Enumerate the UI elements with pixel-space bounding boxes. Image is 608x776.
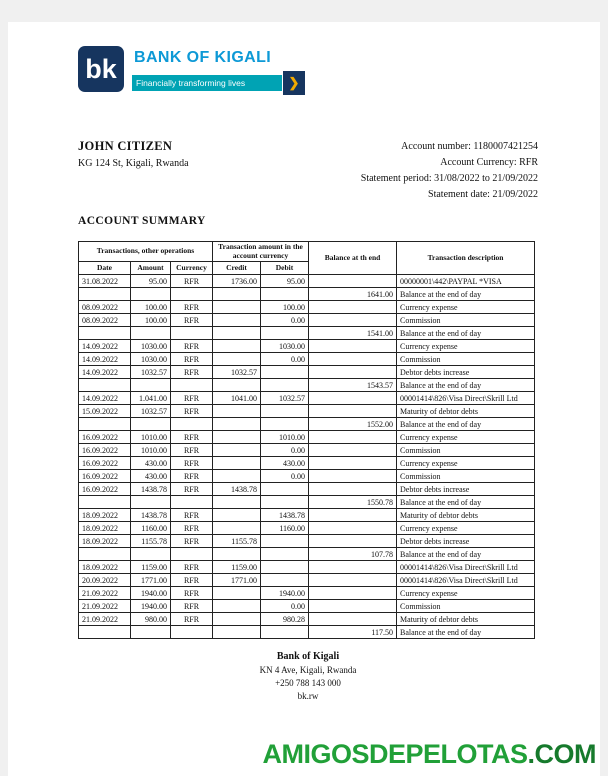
cell-debit: 1032.57 bbox=[261, 392, 309, 405]
table-row bbox=[79, 470, 535, 483]
logo-text-block bbox=[132, 46, 305, 95]
cell-debit: 100.00 bbox=[261, 301, 309, 314]
cell-balance bbox=[309, 457, 397, 470]
cell-description: Balance at the end of day bbox=[397, 548, 535, 561]
cell-debit: 1010.00 bbox=[261, 431, 309, 444]
cell-credit: 1736.00 bbox=[213, 275, 261, 288]
account-info-block bbox=[361, 139, 538, 203]
cell-currency: RFR bbox=[171, 353, 213, 366]
cell-description: Balance at the end of day bbox=[397, 379, 535, 392]
cell-balance bbox=[309, 574, 397, 587]
header-amount: Amount bbox=[131, 262, 171, 275]
table-row bbox=[79, 405, 535, 418]
cell-description: Balance at the end of day bbox=[397, 418, 535, 431]
cell-date bbox=[79, 379, 131, 392]
cell-debit: 430.00 bbox=[261, 457, 309, 470]
table-row bbox=[79, 535, 535, 548]
cell-balance: 1550.78 bbox=[309, 496, 397, 509]
cell-amount: 1438.78 bbox=[131, 509, 171, 522]
cell-debit: 1030.00 bbox=[261, 340, 309, 353]
cell-credit bbox=[213, 613, 261, 626]
cell-balance bbox=[309, 405, 397, 418]
table-row bbox=[79, 288, 535, 301]
cell-amount: 1438.78 bbox=[131, 483, 171, 496]
cell-currency: RFR bbox=[171, 275, 213, 288]
cell-debit: 0.00 bbox=[261, 353, 309, 366]
cell-date: 21.09.2022 bbox=[79, 587, 131, 600]
cell-description: 00001414\826\Visa Direct\Skrill Ltd bbox=[397, 392, 535, 405]
cell-credit: 1032.57 bbox=[213, 366, 261, 379]
cell-currency: RFR bbox=[171, 470, 213, 483]
cell-balance bbox=[309, 587, 397, 600]
table-row bbox=[79, 574, 535, 587]
cell-debit: 0.00 bbox=[261, 600, 309, 613]
cell-debit bbox=[261, 548, 309, 561]
cell-debit: 1160.00 bbox=[261, 522, 309, 535]
header-amount-group: Transaction amount in the account currency bbox=[213, 242, 309, 262]
cell-credit bbox=[213, 587, 261, 600]
cell-currency: RFR bbox=[171, 509, 213, 522]
cell-amount: 1010.00 bbox=[131, 431, 171, 444]
table-row bbox=[79, 418, 535, 431]
cell-description: Currency expense bbox=[397, 301, 535, 314]
cell-currency: RFR bbox=[171, 535, 213, 548]
cell-credit bbox=[213, 379, 261, 392]
header-credit: Credit bbox=[213, 262, 261, 275]
table-row bbox=[79, 483, 535, 496]
cell-amount: 1.041.00 bbox=[131, 392, 171, 405]
cell-description: Maturity of debtor debts bbox=[397, 613, 535, 626]
cell-currency bbox=[171, 379, 213, 392]
cell-amount bbox=[131, 288, 171, 301]
cell-credit bbox=[213, 522, 261, 535]
table-row bbox=[79, 600, 535, 613]
table-row bbox=[79, 392, 535, 405]
header-date: Date bbox=[79, 262, 131, 275]
statement-period-line: Statement period: 31/08/2022 to 21/09/2022 bbox=[360, 173, 538, 184]
cell-currency: RFR bbox=[171, 366, 213, 379]
statement-info-row bbox=[78, 139, 538, 203]
tagline-row bbox=[132, 71, 305, 95]
cell-amount: 1940.00 bbox=[131, 600, 171, 613]
cell-balance bbox=[309, 314, 397, 327]
cell-debit: 0.00 bbox=[261, 314, 309, 327]
table-row bbox=[79, 444, 535, 457]
table-row bbox=[79, 431, 535, 444]
cell-currency: RFR bbox=[171, 574, 213, 587]
cell-date: 16.09.2022 bbox=[79, 470, 131, 483]
cell-debit: 1940.00 bbox=[261, 587, 309, 600]
cell-balance bbox=[309, 353, 397, 366]
cell-amount: 1940.00 bbox=[131, 587, 171, 600]
table-header bbox=[79, 242, 535, 275]
cell-description: Balance at the end of day bbox=[397, 327, 535, 340]
cell-currency: RFR bbox=[171, 522, 213, 535]
cell-currency bbox=[171, 418, 213, 431]
cell-credit bbox=[213, 548, 261, 561]
cell-credit bbox=[213, 405, 261, 418]
table-row bbox=[79, 522, 535, 535]
cell-currency: RFR bbox=[171, 301, 213, 314]
cell-amount: 1010.00 bbox=[131, 444, 171, 457]
cell-description: Maturity of debtor debts bbox=[397, 405, 535, 418]
table-row bbox=[79, 366, 535, 379]
cell-balance bbox=[309, 470, 397, 483]
cell-description: 00001414\826\Visa Direct\Skrill Ltd bbox=[397, 574, 535, 587]
cell-date: 15.09.2022 bbox=[79, 405, 131, 418]
cell-date bbox=[79, 327, 131, 340]
cell-description: Currency expense bbox=[397, 522, 535, 535]
cell-balance: 1552.00 bbox=[309, 418, 397, 431]
cell-credit bbox=[213, 444, 261, 457]
cell-description: Balance at the end of day bbox=[397, 626, 535, 639]
cell-credit: 1155.78 bbox=[213, 535, 261, 548]
cell-currency: RFR bbox=[171, 405, 213, 418]
cell-currency: RFR bbox=[171, 613, 213, 626]
table-row bbox=[79, 509, 535, 522]
cell-credit bbox=[213, 418, 261, 431]
cell-date bbox=[79, 496, 131, 509]
cell-date bbox=[79, 288, 131, 301]
cell-debit bbox=[261, 288, 309, 301]
cell-date: 21.09.2022 bbox=[79, 613, 131, 626]
cell-balance bbox=[309, 561, 397, 574]
cell-date: 14.09.2022 bbox=[79, 353, 131, 366]
cell-amount: 1032.57 bbox=[131, 366, 171, 379]
cell-balance: 1543.57 bbox=[309, 379, 397, 392]
bank-name: BANK OF KIGALI bbox=[134, 49, 272, 66]
cell-balance bbox=[309, 275, 397, 288]
cell-balance: 1641.00 bbox=[309, 288, 397, 301]
cell-credit: 1159.00 bbox=[213, 561, 261, 574]
cell-debit bbox=[261, 626, 309, 639]
cell-date bbox=[79, 548, 131, 561]
cell-description: Balance at the end of day bbox=[397, 288, 535, 301]
cell-credit bbox=[213, 340, 261, 353]
cell-balance bbox=[309, 301, 397, 314]
header-balance: Balance at th end bbox=[309, 242, 397, 275]
table-row bbox=[79, 548, 535, 561]
cell-date bbox=[79, 418, 131, 431]
cell-credit bbox=[213, 431, 261, 444]
cell-date: 18.09.2022 bbox=[79, 561, 131, 574]
cell-amount: 95.00 bbox=[131, 275, 171, 288]
cell-amount: 100.00 bbox=[131, 314, 171, 327]
table-row bbox=[79, 301, 535, 314]
chevron-right-icon bbox=[283, 71, 305, 95]
cell-credit bbox=[213, 509, 261, 522]
cell-amount bbox=[131, 327, 171, 340]
cell-credit: 1041.00 bbox=[213, 392, 261, 405]
table-row bbox=[79, 457, 535, 470]
cell-amount: 430.00 bbox=[131, 457, 171, 470]
cell-description: Commission bbox=[397, 314, 535, 327]
cell-amount bbox=[131, 548, 171, 561]
bank-logo bbox=[78, 46, 538, 95]
cell-balance bbox=[309, 535, 397, 548]
cell-date: 08.09.2022 bbox=[79, 314, 131, 327]
cell-currency bbox=[171, 496, 213, 509]
cell-amount: 980.00 bbox=[131, 613, 171, 626]
cell-description: Currency expense bbox=[397, 340, 535, 353]
table-row bbox=[79, 353, 535, 366]
cell-balance bbox=[309, 509, 397, 522]
cell-date: 18.09.2022 bbox=[79, 535, 131, 548]
chevron-glyph: ❯ bbox=[288, 75, 300, 90]
cell-description: Debtor debts increase bbox=[397, 366, 535, 379]
table-row bbox=[79, 340, 535, 353]
cell-balance: 117.50 bbox=[309, 626, 397, 639]
cell-description: Currency expense bbox=[397, 457, 535, 470]
cell-balance: 1541.00 bbox=[309, 327, 397, 340]
cell-date: 16.09.2022 bbox=[79, 483, 131, 496]
cell-debit bbox=[261, 574, 309, 587]
cell-balance bbox=[309, 340, 397, 353]
cell-balance bbox=[309, 522, 397, 535]
table-row bbox=[79, 587, 535, 600]
cell-credit bbox=[213, 470, 261, 483]
cell-amount bbox=[131, 496, 171, 509]
page-title: ACCOUNT SUMMARY bbox=[78, 215, 206, 227]
cell-date: 16.09.2022 bbox=[79, 457, 131, 470]
cell-date: 31.08.2022 bbox=[79, 275, 131, 288]
cell-debit bbox=[261, 483, 309, 496]
statement-date-line: Statement date: 21/09/2022 bbox=[428, 189, 538, 200]
customer-block bbox=[78, 139, 189, 203]
cell-currency: RFR bbox=[171, 600, 213, 613]
cell-debit: 980.28 bbox=[261, 613, 309, 626]
cell-date bbox=[79, 626, 131, 639]
cell-currency: RFR bbox=[171, 444, 213, 457]
cell-currency: RFR bbox=[171, 457, 213, 470]
cell-description: Currency expense bbox=[397, 587, 535, 600]
cell-currency bbox=[171, 626, 213, 639]
header-group-row bbox=[79, 242, 535, 262]
cell-balance: 107.78 bbox=[309, 548, 397, 561]
cell-currency: RFR bbox=[171, 392, 213, 405]
cell-debit bbox=[261, 366, 309, 379]
cell-debit bbox=[261, 405, 309, 418]
cell-credit bbox=[213, 314, 261, 327]
cell-currency bbox=[171, 548, 213, 561]
cell-credit: 1771.00 bbox=[213, 574, 261, 587]
cell-debit: 0.00 bbox=[261, 470, 309, 483]
watermark bbox=[262, 739, 596, 770]
cell-debit: 0.00 bbox=[261, 444, 309, 457]
cell-currency: RFR bbox=[171, 587, 213, 600]
bank-tagline: Financially transforming lives bbox=[132, 75, 282, 91]
cell-date: 08.09.2022 bbox=[79, 301, 131, 314]
cell-amount: 430.00 bbox=[131, 470, 171, 483]
cell-debit bbox=[261, 496, 309, 509]
cell-date: 14.09.2022 bbox=[79, 392, 131, 405]
table-row bbox=[79, 613, 535, 626]
cell-credit bbox=[213, 288, 261, 301]
cell-description: Commission bbox=[397, 470, 535, 483]
cell-description: Debtor debts increase bbox=[397, 535, 535, 548]
account-number-line: Account number: 1180007421254 bbox=[401, 141, 538, 152]
header-transactions-group: Transactions, other operations bbox=[79, 242, 213, 262]
cell-currency: RFR bbox=[171, 483, 213, 496]
cell-balance bbox=[309, 600, 397, 613]
cell-balance bbox=[309, 483, 397, 496]
cell-currency: RFR bbox=[171, 314, 213, 327]
cell-date: 18.09.2022 bbox=[79, 522, 131, 535]
cell-description: Commission bbox=[397, 353, 535, 366]
cell-description: Maturity of debtor debts bbox=[397, 509, 535, 522]
cell-date: 18.09.2022 bbox=[79, 509, 131, 522]
header-description: Transaction description bbox=[397, 242, 535, 275]
cell-description: Commission bbox=[397, 444, 535, 457]
table-row bbox=[79, 561, 535, 574]
cell-debit bbox=[261, 418, 309, 431]
cell-credit bbox=[213, 626, 261, 639]
cell-amount bbox=[131, 626, 171, 639]
table-row bbox=[79, 379, 535, 392]
footer-website: bk.rw bbox=[297, 691, 319, 702]
cell-credit bbox=[213, 457, 261, 470]
cell-currency: RFR bbox=[171, 340, 213, 353]
cell-description: Debtor debts increase bbox=[397, 483, 535, 496]
table-row bbox=[79, 327, 535, 340]
account-summary-table bbox=[78, 241, 535, 639]
table-row bbox=[79, 496, 535, 509]
cell-debit: 1438.78 bbox=[261, 509, 309, 522]
cell-amount: 1160.00 bbox=[131, 522, 171, 535]
watermark-suffix: .COM bbox=[527, 739, 596, 769]
cell-credit bbox=[213, 496, 261, 509]
cell-description: Commission bbox=[397, 600, 535, 613]
footer-bank-name: Bank of Kigali bbox=[276, 651, 340, 663]
cell-amount bbox=[131, 418, 171, 431]
cell-amount: 100.00 bbox=[131, 301, 171, 314]
cell-amount: 1771.00 bbox=[131, 574, 171, 587]
cell-balance bbox=[309, 431, 397, 444]
cell-currency bbox=[171, 327, 213, 340]
cell-amount: 1032.57 bbox=[131, 405, 171, 418]
cell-description: 00001414\826\Visa Direct\Skrill Ltd bbox=[397, 561, 535, 574]
cell-credit bbox=[213, 353, 261, 366]
account-currency-line: Account Currency: RFR bbox=[440, 157, 538, 168]
customer-name: JOHN CITIZEN bbox=[78, 139, 173, 153]
cell-credit: 1438.78 bbox=[213, 483, 261, 496]
table-body bbox=[79, 275, 535, 639]
bk-logo-text: bk bbox=[85, 53, 117, 84]
cell-description: 00000001\442\PAYPAL *VISA bbox=[397, 275, 535, 288]
cell-description: Currency expense bbox=[397, 431, 535, 444]
footer-phone: +250 788 143 000 bbox=[275, 678, 341, 689]
statement-page bbox=[8, 22, 600, 776]
cell-credit bbox=[213, 600, 261, 613]
cell-debit bbox=[261, 535, 309, 548]
cell-currency: RFR bbox=[171, 561, 213, 574]
cell-currency bbox=[171, 288, 213, 301]
cell-debit: 95.00 bbox=[261, 275, 309, 288]
cell-date: 21.09.2022 bbox=[79, 600, 131, 613]
cell-description: Balance at the end of day bbox=[397, 496, 535, 509]
statement-footer bbox=[78, 651, 538, 701]
header-debit: Debit bbox=[261, 262, 309, 275]
cell-date: 16.09.2022 bbox=[79, 431, 131, 444]
table-row bbox=[79, 314, 535, 327]
table-row bbox=[79, 275, 535, 288]
cell-date: 14.09.2022 bbox=[79, 340, 131, 353]
cell-debit bbox=[261, 561, 309, 574]
bk-logo-mark bbox=[78, 46, 124, 92]
cell-credit bbox=[213, 327, 261, 340]
footer-address: KN 4 Ave, Kigali, Rwanda bbox=[259, 665, 357, 676]
cell-amount bbox=[131, 379, 171, 392]
cell-amount: 1030.00 bbox=[131, 340, 171, 353]
cell-credit bbox=[213, 301, 261, 314]
cell-amount: 1155.78 bbox=[131, 535, 171, 548]
cell-amount: 1159.00 bbox=[131, 561, 171, 574]
cell-date: 16.09.2022 bbox=[79, 444, 131, 457]
cell-balance bbox=[309, 444, 397, 457]
cell-debit bbox=[261, 327, 309, 340]
cell-debit bbox=[261, 379, 309, 392]
customer-address: KG 124 St, Kigali, Rwanda bbox=[78, 158, 189, 169]
header-currency: Currency bbox=[171, 262, 213, 275]
cell-date: 14.09.2022 bbox=[79, 366, 131, 379]
cell-amount: 1030.00 bbox=[131, 353, 171, 366]
cell-balance bbox=[309, 366, 397, 379]
cell-currency: RFR bbox=[171, 431, 213, 444]
cell-balance bbox=[309, 392, 397, 405]
watermark-text: AMIGOSDEPELOTAS bbox=[262, 739, 528, 769]
cell-date: 20.09.2022 bbox=[79, 574, 131, 587]
table-row bbox=[79, 626, 535, 639]
cell-balance bbox=[309, 613, 397, 626]
